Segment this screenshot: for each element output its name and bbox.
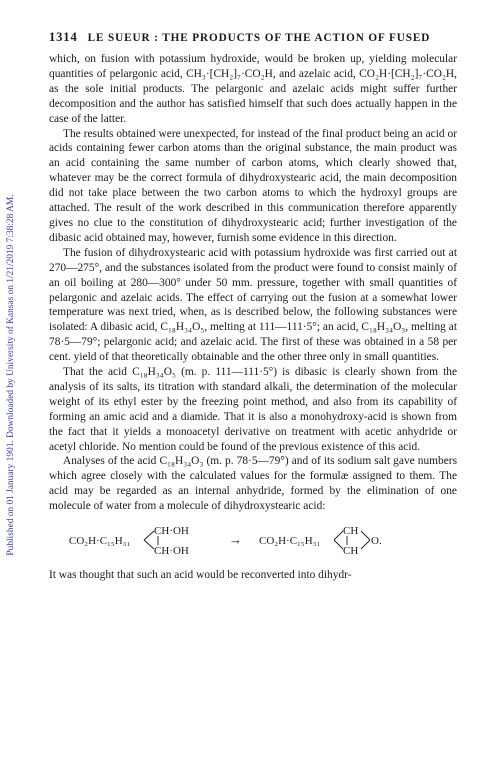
formula-left-bond-lower: [144, 540, 154, 549]
running-header: [49, 30, 457, 45]
page-number: 1314: [49, 30, 78, 44]
chemical-formula: [49, 518, 457, 562]
formula-diagram: [49, 518, 457, 562]
paragraph-5: Analyses of the acid C₁₈H₃₄O₃ (m. p. 78·5—79°) and of its sodium salt gave numbers which agree closely with the calculated values for the formulæ assigned to them. The acid may be regarded as an internal anhydride, formed by the elimination of one molecule of water from a molecule of dihydroxystearic acid:: [49, 455, 457, 513]
formula-right-bond-lower: [334, 540, 343, 549]
paragraph-3: The fusion of dihydroxystearic acid with potassium hydroxide was first carried out at 270—275°, and the substances isolated from the product were found to consist mainly of an oil boiling at 280—300° under 50 mm. pressure, together with small quantities of pelargonic and azelaic acids. The effect of carrying out the fusion at a somewhat lower temperature was next tried, when, as is described below, the following substances were isolated: A dibasic acid, C₁₈H₃₄O₅, melting at 111—111·5°; an acid, C₁₈H₃₄O₃, melting at 78·5—79°; pelargonic acid; and azelaic acid. The first of these was obtained in a 58 per cent. yield of that theoretically obtainable and the other three only in small quantities.: [49, 246, 457, 364]
formula-ether-oxygen: O.: [371, 535, 382, 548]
formula-right-bond-upper: [334, 531, 343, 540]
paragraph-4: That the acid C₁₈H₃₄O₅ (m. p. 111—111·5°) is dibasic is clearly shown from the analysis of its salts, its titration with standard alkali, the determination of the molecular weight of its ethyl ester by the freezing point method, and also from its capability of forming an amic acid and a diamide. That it is also a monohydroxy-acid is shown from the fact that it yields a monoacetyl derivative on treatment with acetic anhydride or acetyl chloride. No mention could be found of the previous existence of this acid.: [49, 366, 457, 453]
formula-left-lower: CH·OH: [154, 545, 189, 558]
running-title: LE SUEUR : THE PRODUCTS OF THE ACTION OF FUSED: [87, 32, 431, 44]
formula-right-upper: CH: [343, 525, 359, 538]
formula-left-upper: CH·OH: [154, 525, 189, 538]
article-body: [49, 52, 457, 583]
formula-ether-bond-lower: [361, 540, 370, 549]
paragraph-6: It was thought that such an acid would be reconverted into dihydr-: [49, 569, 352, 582]
formula-right-lower: CH: [343, 545, 359, 558]
download-notice-margin: [0, 0, 22, 768]
formula-left-chain: CO₂H·C₁₅H₃₁: [69, 535, 131, 548]
download-notice-text: Published on 01 January 1901. Downloaded by University of Kansas on 1/21/2019 7:38:28 AM.: [6, 194, 16, 556]
formula-arrow: →: [229, 532, 242, 548]
formula-right-chain: CO₂H·C₁₅H₃₁: [259, 535, 321, 548]
formula-ether-bond-upper: [361, 531, 370, 540]
formula-left-bond-upper: [144, 531, 154, 540]
paragraph-2: The results obtained were unexpected, for instead of the final product being an acid or acids containing fewer carbon atoms than the original substance, the main product was an acid containing the same number of carbon atoms, which clearly showed that, whatever may be the correct formula of dihydroxystearic acid, the main decomposition did not take place between the two carbon atoms to which the hydroxyl groups are attached. The result of the work described in this communication therefore apparently gives no clue to the constitution of dihydroxystearic acid; further investigation of the dibasic acid obtained may, however, furnish some evidence in this direction.: [49, 127, 457, 244]
paragraph-1: which, on fusion with potassium hydroxide, would be broken up, yielding molecular quantities of pelargonic acid, CH₃·[CH₂]₇·CO₂H, and azelaic acid, CO₂H·[CH₂]₇·CO₂H, as the sole initial products. The pelargonic and azelaic acids might suffer further decomposition and the author has satisfied himself that such does actually happen in the case of the latter.: [49, 53, 457, 125]
